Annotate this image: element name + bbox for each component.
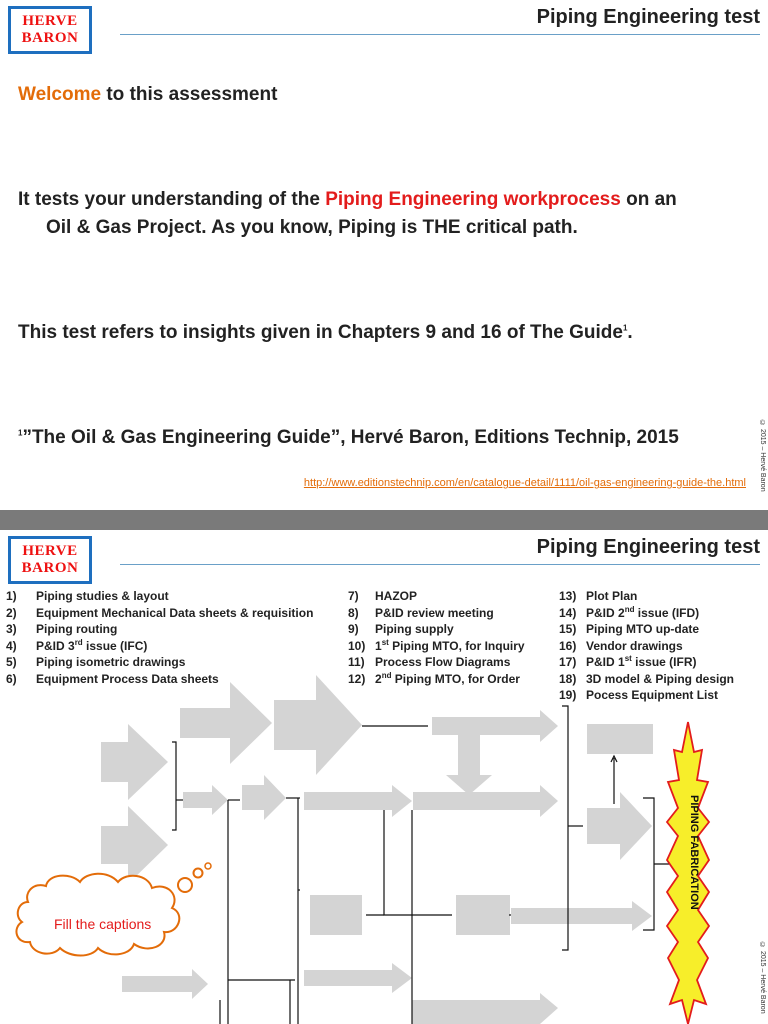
flow-arrow <box>183 785 228 815</box>
piping-fabrication-label: PIPING FABRICATION <box>688 794 700 910</box>
slide-workprocess <box>0 530 768 1024</box>
list-item: 9) Piping supply <box>348 622 454 636</box>
guide-reference-text: This test refers to insights given in Chapters 9 and 16 of The Guide <box>18 322 623 343</box>
logo-line1: HERVE <box>22 13 78 29</box>
workprocess-line-1 <box>18 189 677 211</box>
footnote-text: ”The Oil & Gas Engineering Guide”, Hervé Baron, Editions Technip, 2015 <box>22 427 679 448</box>
list-item: 4) P&ID 3rd issue (IFC) <box>6 637 148 653</box>
list-item: 8) P&ID review meeting <box>348 605 494 620</box>
list-item: 6) Equipment Process Data sheets <box>6 671 219 686</box>
flow-arrow <box>180 682 272 764</box>
guide-link[interactable]: http://www.editionstechnip.com/en/catalogue-detail/1111/oil-gas-engineering-guide-the.html <box>303 477 746 489</box>
logo-line2: BARON <box>21 30 79 46</box>
list-item: 13) Plot Plan <box>559 589 638 603</box>
flow-arrow <box>304 963 412 993</box>
copyright-note: © 2015 – Hervé Baron <box>759 942 766 1014</box>
slide-title: Piping Engineering test <box>536 6 760 28</box>
title-divider <box>120 34 760 35</box>
list-item: 7) HAZOP <box>348 589 417 603</box>
herve-baron-logo <box>8 6 92 54</box>
guide-reference-end: . <box>627 322 633 343</box>
flow-arrow <box>242 775 286 820</box>
fill-captions-callout: Fill the captions <box>54 916 152 932</box>
welcome-highlight: Welcome <box>18 84 102 105</box>
connector <box>384 810 452 915</box>
guide-reference <box>18 322 633 344</box>
guide-reference-sup: 1 <box>622 323 628 333</box>
flow-arrow <box>274 675 362 775</box>
workprocess-diagram <box>0 530 768 1024</box>
flow-arrow <box>412 993 558 1024</box>
slide-intro <box>0 0 768 510</box>
flow-arrow <box>304 785 412 817</box>
bracket <box>172 742 176 830</box>
list-item: 19) Pocess Equipment List <box>559 688 719 702</box>
list-item: 11) Process Flow Diagrams <box>348 655 511 669</box>
bracket <box>643 798 654 930</box>
workprocess-highlight: Piping Engineering workprocess <box>325 189 621 210</box>
flow-arrow <box>446 735 492 795</box>
list-item: 16) Vendor drawings <box>559 638 683 653</box>
logo-line2: BARON <box>21 560 79 576</box>
flow-arrow <box>432 710 558 742</box>
list-item: 12) 2nd Piping MTO, for Order <box>348 670 520 686</box>
welcome-line <box>18 84 277 106</box>
copyright-note: © 2015 – Hervé Baron <box>759 420 766 492</box>
workprocess-line-2: Oil & Gas Project. As you know, Piping is THE critical path. <box>46 217 578 238</box>
welcome-rest: to this assessment <box>101 84 278 105</box>
flow-arrow <box>122 969 208 999</box>
flow-arrow <box>413 785 558 817</box>
list-item: 1) Piping studies & layout <box>6 589 169 603</box>
footnote-sup: 1 <box>18 428 23 438</box>
list-item: 10) 1st Piping MTO, for Inquiry <box>348 637 525 653</box>
list-item: 3) Piping routing <box>6 622 118 636</box>
logo-line1: HERVE <box>22 543 78 559</box>
list-item: 14) P&ID 2nd issue (IFD) <box>559 604 700 620</box>
flow-box <box>456 895 510 935</box>
para1-post: on an <box>620 189 677 210</box>
flow-arrow <box>101 724 168 800</box>
flow-arrow <box>101 806 168 884</box>
footnote <box>18 427 679 449</box>
flow-box <box>587 724 653 754</box>
slide-title: Piping Engineering test <box>536 536 760 558</box>
flow-box <box>310 895 362 935</box>
list-item: 2) Equipment Mechanical Data sheets & requisition <box>6 605 314 620</box>
callout-cloud <box>16 863 211 956</box>
flow-arrow <box>511 901 652 931</box>
flow-arrow <box>587 792 652 860</box>
list-item: 18) 3D model & Piping design <box>559 671 735 686</box>
list-item: 5) Piping isometric drawings <box>6 655 186 669</box>
list-item: 15) Piping MTO up-date <box>559 622 700 636</box>
para1-pre: It tests your understanding of the <box>18 189 326 210</box>
list-item: 17) P&ID 1st issue (IFR) <box>559 654 697 669</box>
